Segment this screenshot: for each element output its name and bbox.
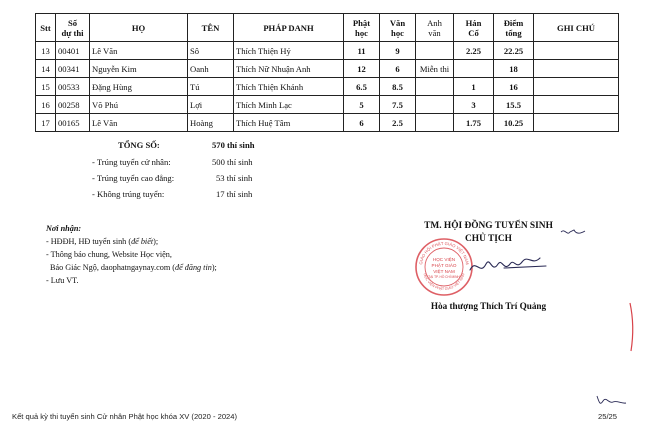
cell-phap-danh: Thích Nữ Nhuận Anh bbox=[234, 60, 344, 78]
cell-han-co: 1.75 bbox=[454, 114, 494, 132]
recipient-line: - HĐĐH, HĐ tuyển sinh (để biết); bbox=[46, 237, 159, 246]
svg-text:HỌC VIỆN: HỌC VIỆN bbox=[432, 257, 456, 262]
summary-total-value: 570 thí sinh bbox=[212, 140, 255, 150]
cell-ghi-chu bbox=[534, 78, 619, 96]
header-diem-tong: Điểm tổng bbox=[494, 14, 534, 42]
summary-failed-value: 17 thí sinh bbox=[216, 189, 253, 199]
cell-ten: Lợi bbox=[188, 96, 234, 114]
cell-phat-hoc: 11 bbox=[344, 42, 380, 60]
svg-text:PHẬT GIÁO: PHẬT GIÁO bbox=[431, 263, 457, 268]
cell-so-du-thi: 00341 bbox=[56, 60, 90, 78]
summary-college-label: - Trúng tuyển cao đẳng: bbox=[92, 173, 175, 183]
recipients-block bbox=[46, 222, 217, 287]
header-so-du-thi: Số dự thi bbox=[56, 14, 90, 42]
cell-diem-tong: 18 bbox=[494, 60, 534, 78]
cell-phat-hoc: 5 bbox=[344, 96, 380, 114]
cell-van-hoc: 9 bbox=[380, 42, 416, 60]
cell-diem-tong: 15.5 bbox=[494, 96, 534, 114]
summary-bachelor-label: - Trúng tuyển cử nhân: bbox=[92, 157, 171, 167]
table-header-row bbox=[36, 14, 619, 42]
page-number: 25/25 bbox=[598, 412, 618, 421]
header-han-co: Hán Cổ bbox=[454, 14, 494, 42]
chairman-title: CHỦ TỊCH bbox=[465, 234, 512, 244]
cell-anh-van bbox=[416, 114, 454, 132]
cell-ghi-chu bbox=[534, 96, 619, 114]
svg-text:HỌC VIỆN PHẬT GIÁO VIỆT NAM: HỌC VIỆN PHẬT GIÁO VIỆT NAM bbox=[422, 272, 466, 292]
cell-diem-tong: 10.25 bbox=[494, 114, 534, 132]
cell-stt: 13 bbox=[36, 42, 56, 60]
cell-stt: 17 bbox=[36, 114, 56, 132]
cell-ho: Đặng Hùng bbox=[90, 78, 188, 96]
cell-phap-danh: Thích Huệ Tâm bbox=[234, 114, 344, 132]
table-row bbox=[36, 42, 619, 60]
cell-phap-danh: Thích Thiện Hỷ bbox=[234, 42, 344, 60]
summary-failed-label: - Không trúng tuyển: bbox=[92, 189, 165, 199]
table-row bbox=[36, 96, 619, 114]
table-row bbox=[36, 60, 619, 78]
recipients-title: Nơi nhận: bbox=[46, 224, 82, 233]
results-table bbox=[35, 13, 619, 132]
footer-title: Kết quả kỳ thi tuyển sinh Cử nhân Phật học khóa XV (2020 - 2024) bbox=[12, 412, 238, 421]
cell-han-co: 3 bbox=[454, 96, 494, 114]
handwritten-footer-initial bbox=[594, 392, 628, 410]
cell-han-co bbox=[454, 60, 494, 78]
red-pen-mark bbox=[626, 302, 636, 352]
cell-phap-danh: Thích Minh Lạc bbox=[234, 96, 344, 114]
cell-so-du-thi: 00533 bbox=[56, 78, 90, 96]
red-seal-stamp bbox=[414, 237, 474, 297]
summary-college-value: 53 thí sinh bbox=[216, 173, 253, 183]
header-stt: Stt bbox=[36, 14, 56, 42]
cell-phat-hoc: 6.5 bbox=[344, 78, 380, 96]
committee-title: TM. HỘI ĐỒNG TUYỂN SINH bbox=[424, 221, 553, 231]
summary-total-label: TỔNG SỐ: bbox=[118, 140, 160, 150]
cell-anh-van bbox=[416, 42, 454, 60]
handwritten-signature bbox=[468, 250, 548, 280]
cell-stt: 15 bbox=[36, 78, 56, 96]
signer-name: Hòa thượng Thích Trí Quảng bbox=[430, 301, 547, 311]
cell-ten: Oanh bbox=[188, 60, 234, 78]
cell-ho: Lê Văn bbox=[90, 42, 188, 60]
table-row bbox=[36, 78, 619, 96]
cell-anh-van bbox=[416, 78, 454, 96]
cell-han-co: 2.25 bbox=[454, 42, 494, 60]
cell-ghi-chu bbox=[534, 114, 619, 132]
cell-so-du-thi: 00401 bbox=[56, 42, 90, 60]
cell-ten: Tú bbox=[188, 78, 234, 96]
header-ghi-chu: GHI CHÚ bbox=[534, 14, 619, 42]
svg-text:GIÁO HỘI PHẬT GIÁO VIỆT NAM: GIÁO HỘI PHẬT GIÁO VIỆT NAM bbox=[418, 240, 470, 265]
cell-so-du-thi: 00165 bbox=[56, 114, 90, 132]
cell-ten: Sô bbox=[188, 42, 234, 60]
cell-han-co: 1 bbox=[454, 78, 494, 96]
cell-ten: Hoàng bbox=[188, 114, 234, 132]
cell-ho: Võ Phú bbox=[90, 96, 188, 114]
cell-ho: Nguyễn Kim bbox=[90, 60, 188, 78]
cell-phat-hoc: 6 bbox=[344, 114, 380, 132]
recipient-line: - Thông báo chung, Website Học viện, bbox=[46, 250, 172, 259]
cell-ho: Lê Văn bbox=[90, 114, 188, 132]
header-phat-hoc: Phật học bbox=[344, 14, 380, 42]
cell-ghi-chu bbox=[534, 42, 619, 60]
cell-van-hoc: 8.5 bbox=[380, 78, 416, 96]
header-ho: HỌ bbox=[90, 14, 188, 42]
cell-ghi-chu bbox=[534, 60, 619, 78]
summary-bachelor-value: 500 thí sinh bbox=[212, 157, 253, 167]
cell-anh-van bbox=[416, 96, 454, 114]
recipient-line: Báo Giác Ngộ, daophatngaynay.com (để đăng tin); bbox=[50, 263, 217, 272]
cell-stt: 16 bbox=[36, 96, 56, 114]
cell-van-hoc: 7.5 bbox=[380, 96, 416, 114]
header-anh-van: Anh văn bbox=[416, 14, 454, 42]
cell-phap-danh: Thích Thiện Khánh bbox=[234, 78, 344, 96]
cell-van-hoc: 2.5 bbox=[380, 114, 416, 132]
cell-diem-tong: 16 bbox=[494, 78, 534, 96]
cell-van-hoc: 6 bbox=[380, 60, 416, 78]
recipient-line: - Lưu VT. bbox=[46, 276, 79, 285]
cell-stt: 14 bbox=[36, 60, 56, 78]
svg-text:TẠI TP. HỒ CHÍ MINH: TẠI TP. HỒ CHÍ MINH bbox=[428, 275, 460, 279]
header-van-hoc: Văn học bbox=[380, 14, 416, 42]
cell-so-du-thi: 00258 bbox=[56, 96, 90, 114]
svg-text:VIỆT NAM: VIỆT NAM bbox=[433, 269, 455, 274]
header-phap-danh: PHÁP DANH bbox=[234, 14, 344, 42]
cell-phat-hoc: 12 bbox=[344, 60, 380, 78]
header-ten: TÊN bbox=[188, 14, 234, 42]
cell-diem-tong: 22.25 bbox=[494, 42, 534, 60]
table-row bbox=[36, 114, 619, 132]
cell-anh-van: Miễn thi bbox=[416, 60, 454, 78]
handwritten-initial bbox=[560, 226, 586, 238]
